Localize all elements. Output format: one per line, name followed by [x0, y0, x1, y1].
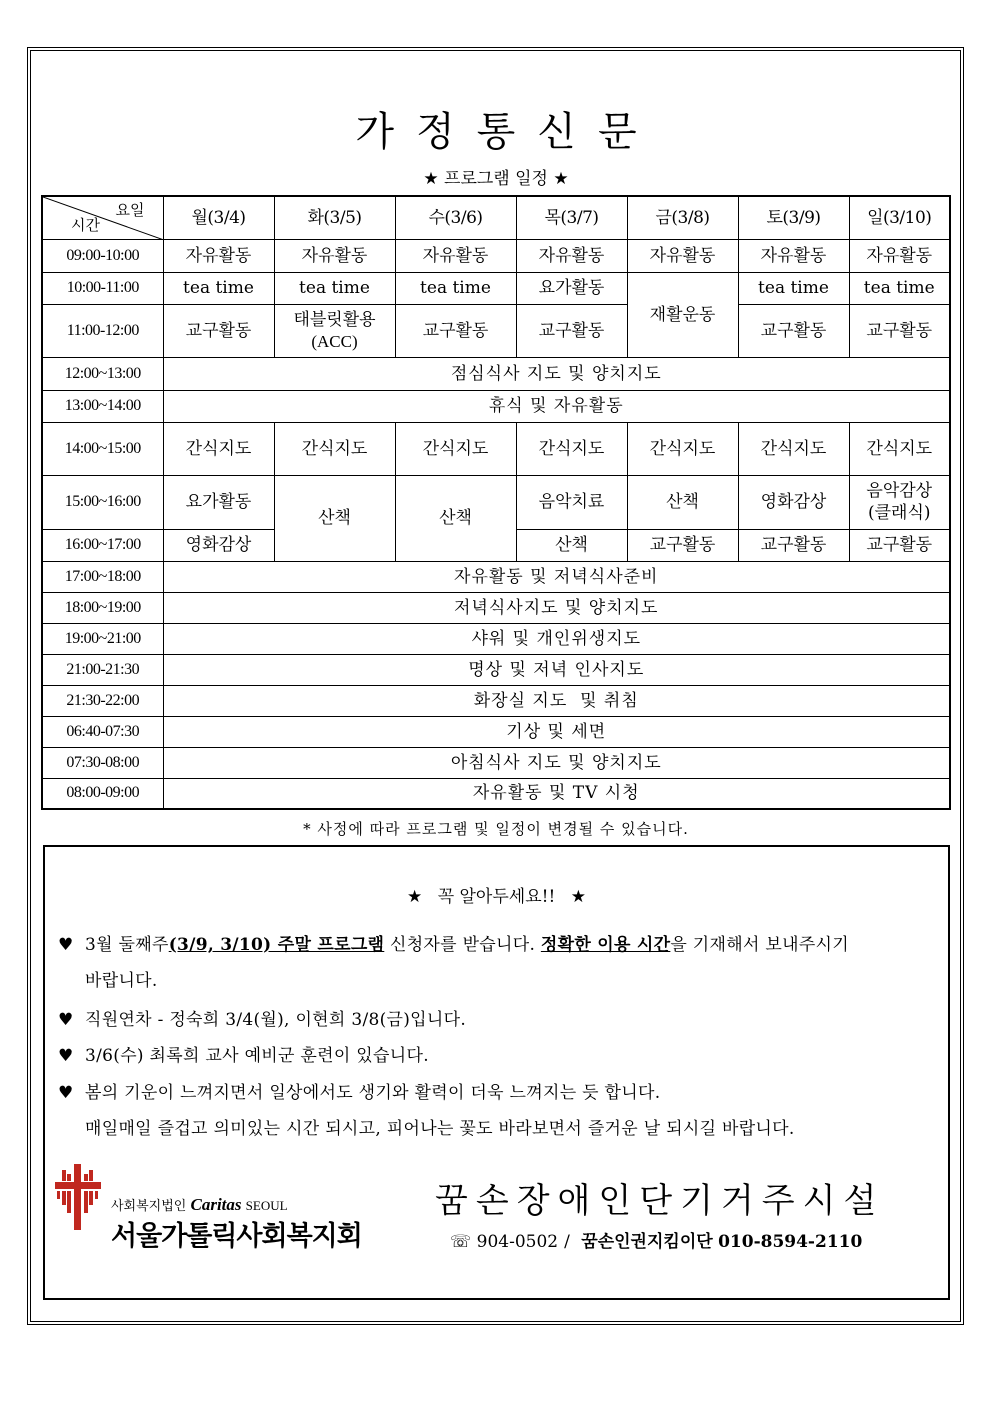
table-row	[42, 778, 950, 809]
activity-cell: 재활운동	[627, 272, 738, 357]
logo-brand: Caritas	[190, 1195, 242, 1214]
activity-cell: 간식지도	[738, 422, 849, 475]
activity-cell: 음악치료	[516, 475, 627, 529]
notice-title	[45, 882, 948, 907]
table-row	[42, 272, 950, 304]
star-icon: ★	[407, 887, 423, 907]
activity-cell: 산책	[516, 529, 627, 561]
activity-cell: 자유활동	[395, 239, 516, 272]
time-cell: 09:00-10:00	[42, 239, 163, 272]
time-cell: 21:30-22:00	[42, 685, 163, 716]
time-cell: 19:00~21:00	[42, 623, 163, 654]
time-cell: 06:40-07:30	[42, 716, 163, 747]
time-cell: 12:00~13:00	[42, 357, 163, 390]
time-cell: 10:00-11:00	[42, 272, 163, 304]
time-cell: 18:00~19:00	[42, 592, 163, 623]
activity-cell: 자유활동	[849, 239, 950, 272]
time-cell: 17:00~18:00	[42, 561, 163, 592]
activity-cell: 자유활동	[627, 239, 738, 272]
notice-item	[58, 1038, 429, 1074]
phone-icon: ☏	[450, 1232, 472, 1252]
activity-cell: tea time	[395, 272, 516, 304]
day-header-tue: 화(3/5)	[274, 196, 395, 239]
contact-line	[450, 1227, 862, 1252]
table-row	[42, 747, 950, 778]
activity-cell: 요가활동	[516, 272, 627, 304]
activity-cell: 명상 및 저녁 인사지도	[163, 654, 950, 685]
time-cell: 21:00-21:30	[42, 654, 163, 685]
activity-cell: tea time	[849, 272, 950, 304]
heart-icon: ♥	[58, 1046, 74, 1066]
notice-text: 을 기재해서 보내주시기	[670, 935, 850, 955]
notice-box	[43, 845, 950, 1300]
schedule-note: * 사정에 따라 프로그램 및 일정이 변경될 수 있습니다.	[303, 820, 689, 838]
activity-cell	[849, 475, 950, 529]
notice-text: 직원연차 - 정숙희 3/4(월), 이현희 3/8(금)입니다.	[85, 1010, 467, 1030]
table-row	[42, 239, 950, 272]
time-cell: 14:00~15:00	[42, 422, 163, 475]
logo-org-name: 서울가톨릭사회복지회	[111, 1221, 362, 1252]
logo-city: SEOUL	[245, 1198, 288, 1213]
notice-title-text: 꼭 알아두세요!!	[437, 887, 556, 907]
day-header-thu: 목(3/7)	[516, 196, 627, 239]
activity-cell: 간식지도	[163, 422, 274, 475]
phone-number: 904-0502	[476, 1232, 559, 1252]
activity-cell: tea time	[738, 272, 849, 304]
time-cell: 08:00-09:00	[42, 778, 163, 809]
day-header-wed: 수(3/6)	[395, 196, 516, 239]
diagonal-line	[43, 197, 164, 240]
day-header-sat: 토(3/9)	[738, 196, 849, 239]
activity-cell: 산책	[274, 475, 395, 561]
activity-cell: 기상 및 세면	[163, 716, 950, 747]
table-row	[42, 422, 950, 475]
day-header-mon: 월(3/4)	[163, 196, 274, 239]
notice-item	[58, 1002, 466, 1038]
activity-cell: 화장실 지도 및 취침	[163, 685, 950, 716]
table-row	[42, 390, 950, 422]
activity-line: 태블릿활용	[293, 309, 376, 330]
activity-line: (클래식)	[867, 503, 931, 523]
activity-cell: 휴식 및 자유활동	[163, 390, 950, 422]
notice-text: 봄의 기운이 느껴지면서 일상에서도 생기와 활력이 더욱 느껴지는 듯 합니다.	[85, 1083, 661, 1103]
table-row	[42, 475, 950, 529]
activity-line: (ACC)	[311, 331, 358, 351]
time-cell: 11:00-12:00	[42, 304, 163, 357]
time-cell: 16:00~17:00	[42, 529, 163, 561]
caritas-cross-icon	[53, 1162, 109, 1232]
activity-cell: 간식지도	[516, 422, 627, 475]
activity-cell: 교구활동	[849, 529, 950, 561]
activity-cell: 간식지도	[627, 422, 738, 475]
star-icon: ★	[423, 169, 439, 189]
activity-cell: 교구활동	[395, 304, 516, 357]
caritas-logo	[53, 1162, 373, 1252]
notice-emphasis: (3/9, 3/10) 주말 프로그램	[168, 935, 385, 955]
activity-cell: 자유활동	[738, 239, 849, 272]
activity-line: 음악감상	[866, 481, 933, 501]
heart-icon: ♥	[58, 935, 74, 955]
facility-name: 꿈손장애인단기거주시설	[435, 1181, 885, 1221]
activity-cell: 간식지도	[395, 422, 516, 475]
activity-cell: 자유활동 및 저녁식사준비	[163, 561, 950, 592]
activity-cell: 샤워 및 개인위생지도	[163, 623, 950, 654]
corner-header	[42, 196, 163, 239]
activity-cell: 점심식사 지도 및 양치지도	[163, 357, 950, 390]
notice-text: 3월 둘째주	[85, 935, 169, 955]
activity-cell: 교구활동	[516, 304, 627, 357]
notice-text: 매일매일 즐겁고 의미있는 시간 되시고, 피어나는 꽃도 바라보면서 즐거운 날 되시길 바랍니다.	[85, 1119, 795, 1139]
page-title: 가정통신문	[355, 109, 659, 155]
notice-text: 바랍니다.	[85, 971, 158, 991]
activity-cell: 교구활동	[163, 304, 274, 357]
day-header-fri: 금(3/8)	[627, 196, 738, 239]
team-name: 꿈손인권지킴이단	[581, 1232, 713, 1252]
subtitle-text: 프로그램 일정	[444, 169, 548, 189]
time-axis-label: 시간	[71, 216, 100, 235]
activity-cell: tea time	[163, 272, 274, 304]
logo-caption-text: 사회복지법인	[111, 1199, 187, 1214]
activity-cell: 영화감상	[163, 529, 274, 561]
separator: /	[564, 1232, 570, 1252]
activity-cell: 교구활동	[738, 304, 849, 357]
activity-cell: 간식지도	[849, 422, 950, 475]
notice-text: 신청자를 받습니다.	[384, 935, 541, 955]
activity-cell: 교구활동	[849, 304, 950, 357]
activity-cell: 요가활동	[163, 475, 274, 529]
header-row	[42, 196, 950, 239]
activity-cell: 자유활동 및 TV 시청	[163, 778, 950, 809]
schedule-subtitle	[0, 164, 992, 189]
activity-cell: 저녁식사지도 및 양치지도	[163, 592, 950, 623]
star-icon: ★	[570, 887, 586, 907]
time-cell: 13:00~14:00	[42, 390, 163, 422]
table-row	[42, 304, 950, 357]
notice-item	[58, 1075, 795, 1147]
heart-icon: ♥	[58, 1010, 74, 1030]
activity-cell: 교구활동	[627, 529, 738, 561]
activity-cell: 아침식사 지도 및 양치지도	[163, 747, 950, 778]
notice-emphasis: 정확한 이용 시간	[540, 935, 671, 955]
mobile-number: 010-8594-2110	[718, 1232, 863, 1252]
activity-cell: 자유활동	[516, 239, 627, 272]
activity-cell: 산책	[627, 475, 738, 529]
activity-cell: tea time	[274, 272, 395, 304]
activity-cell: 자유활동	[163, 239, 274, 272]
activity-cell: 간식지도	[274, 422, 395, 475]
table-row	[42, 654, 950, 685]
activity-cell: 산책	[395, 475, 516, 561]
activity-cell	[274, 304, 395, 357]
notice-item	[58, 927, 849, 999]
heart-icon: ♥	[58, 1083, 74, 1103]
table-row	[42, 716, 950, 747]
table-row	[42, 623, 950, 654]
activity-cell: 교구활동	[738, 529, 849, 561]
time-cell: 15:00~16:00	[42, 475, 163, 529]
notice-text: 3/6(수) 최록희 교사 예비군 훈련이 있습니다.	[85, 1046, 429, 1066]
schedule-table	[41, 195, 951, 810]
day-header-sun: 일(3/10)	[849, 196, 950, 239]
table-row	[42, 592, 950, 623]
logo-caption	[111, 1195, 288, 1215]
table-row	[42, 685, 950, 716]
activity-cell: 자유활동	[274, 239, 395, 272]
day-axis-label: 요일	[115, 201, 145, 220]
time-cell: 07:30-08:00	[42, 747, 163, 778]
activity-cell: 영화감상	[738, 475, 849, 529]
table-row	[42, 357, 950, 390]
table-row	[42, 561, 950, 592]
star-icon: ★	[553, 169, 569, 189]
